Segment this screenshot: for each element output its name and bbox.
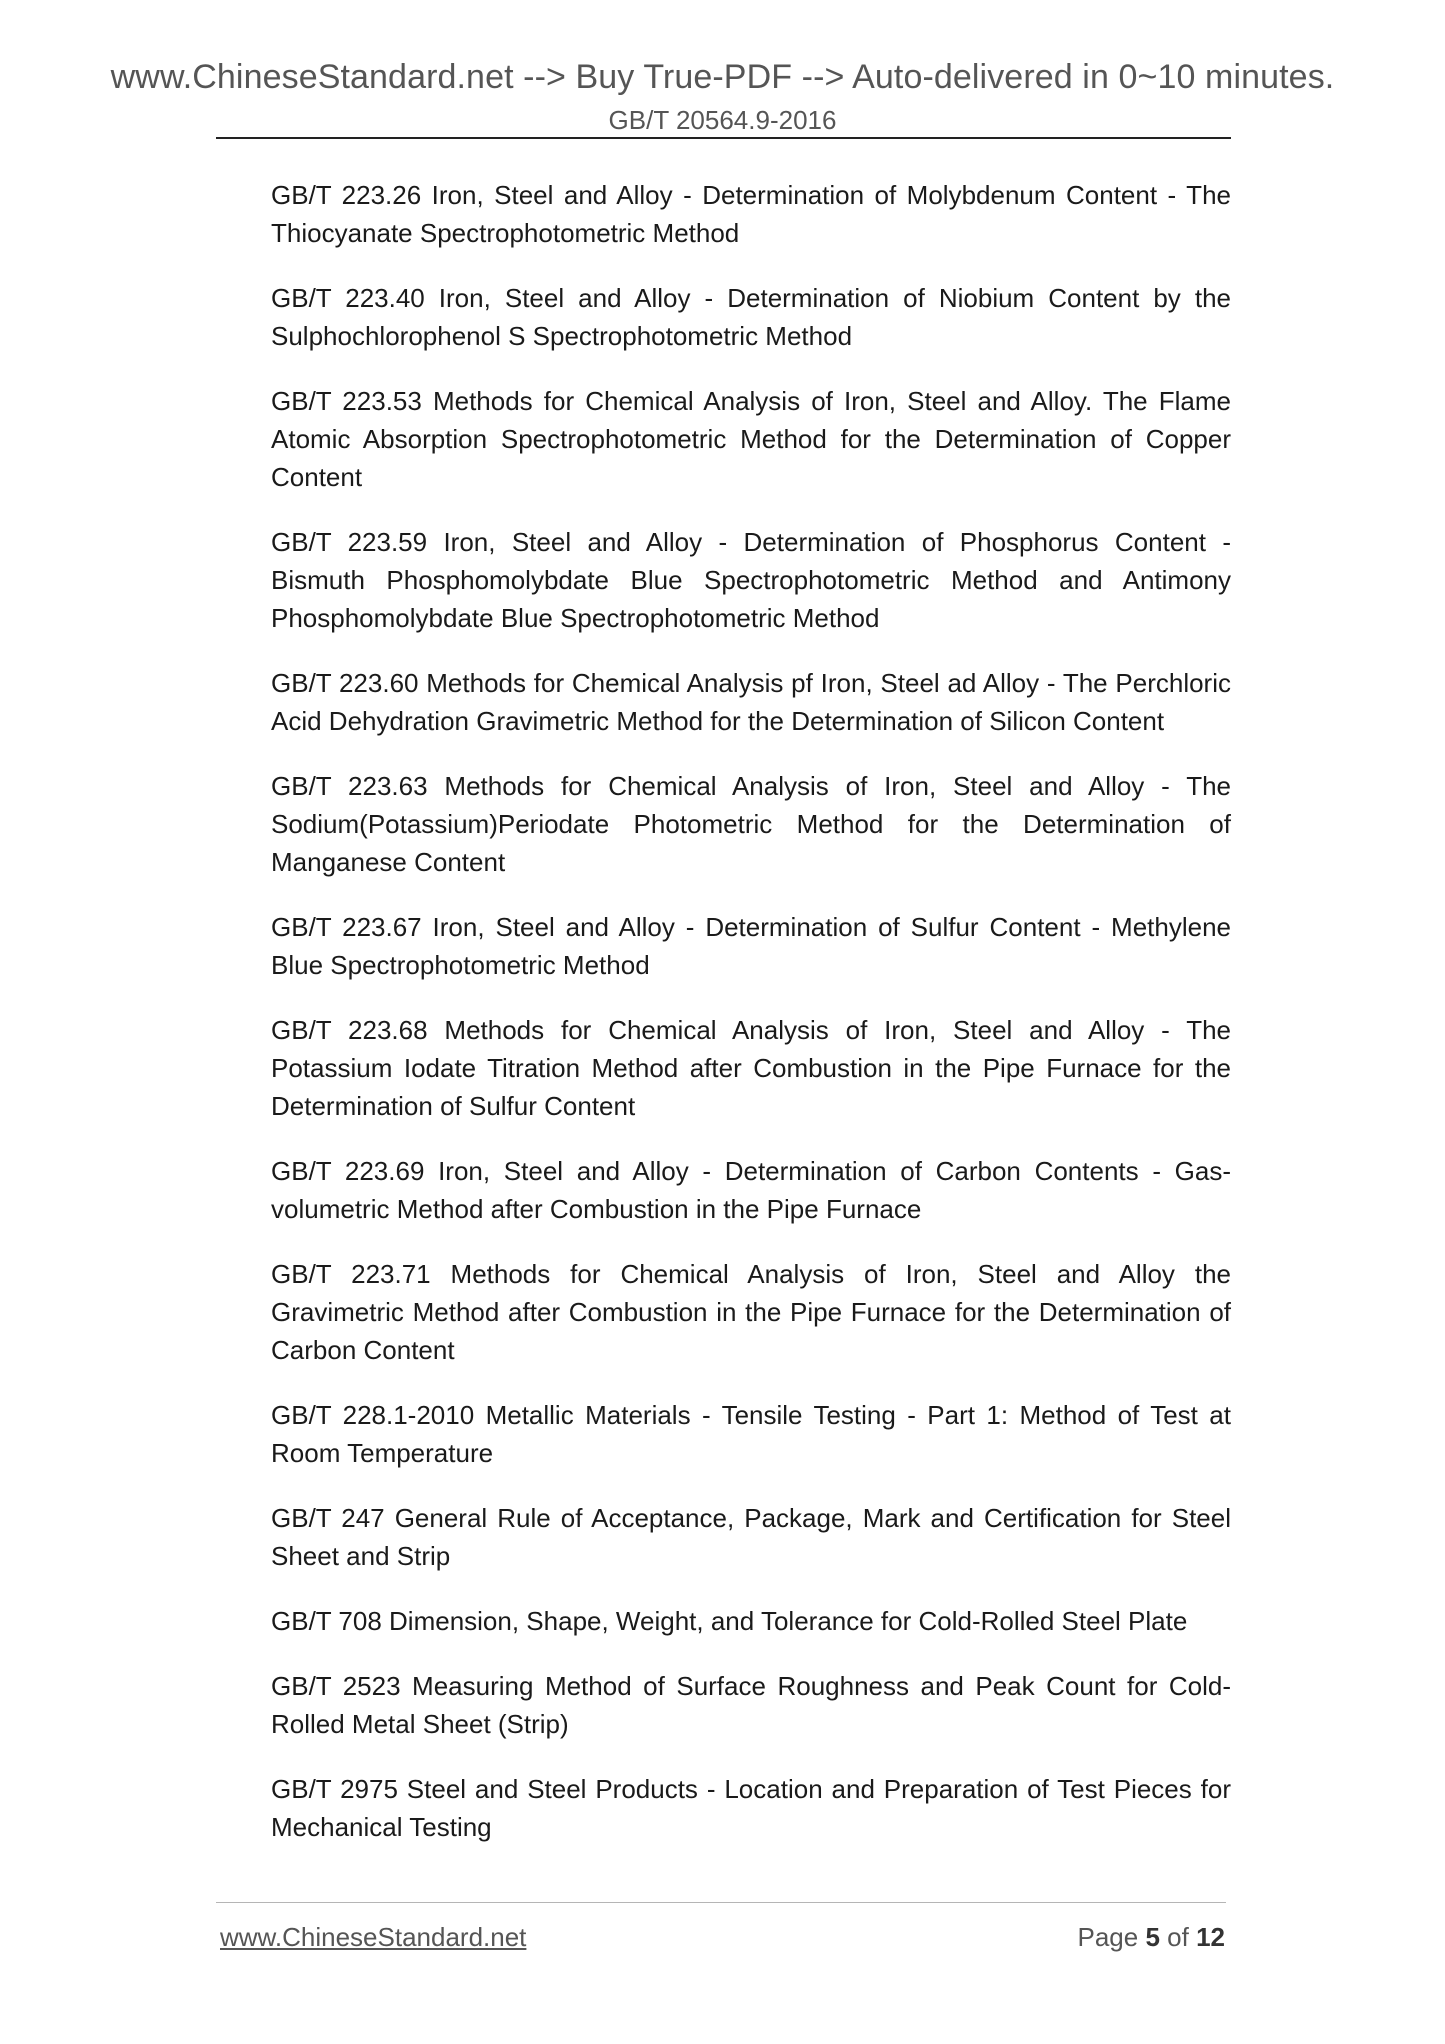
- reference-item: GB/T 223.69 Iron, Steel and Alloy - Determination of Carbon Contents - Gas-volumetric Method after Combustion in the Pipe Furnace: [271, 1156, 1231, 1224]
- header-divider: [216, 137, 1231, 139]
- page-indicator: [1077, 1922, 1225, 1953]
- reference-item: GB/T 223.53 Methods for Chemical Analysis of Iron, Steel and Alloy. The Flame Atomic Absorption Spectrophotometric Method for the Determination of Copper Content: [271, 386, 1231, 492]
- reference-item: GB/T 223.59 Iron, Steel and Alloy - Determination of Phosphorus Content - Bismuth Phosphomolybdate Blue Spectrophotometric Method and Antimony Phosphomolybdate Blue Spectrophotometric Method: [271, 527, 1231, 633]
- reference-item: GB/T 223.63 Methods for Chemical Analysis of Iron, Steel and Alloy - The Sodium(Potassium)Periodate Photometric Method for the Determination of Manganese Content: [271, 771, 1231, 877]
- normative-references-list: [271, 176, 1231, 1873]
- reference-item: GB/T 223.68 Methods for Chemical Analysis of Iron, Steel and Alloy - The Potassium Iodate Titration Method after Combustion in the Pipe Furnace for the Determination of Sulfur Content: [271, 1015, 1231, 1121]
- page-total: 12: [1196, 1922, 1225, 1952]
- reference-item: GB/T 2523 Measuring Method of Surface Roughness and Peak Count for Cold-Rolled Metal Sheet (Strip): [271, 1671, 1231, 1739]
- page-prefix: Page: [1077, 1922, 1139, 1952]
- reference-item: GB/T 223.60 Methods for Chemical Analysis pf Iron, Steel ad Alloy - The Perchloric Acid Dehydration Gravimetric Method for the Determination of Silicon Content: [271, 668, 1231, 736]
- document-number: GB/T 20564.9-2016: [608, 105, 837, 135]
- reference-item: GB/T 2975 Steel and Steel Products - Location and Preparation of Test Pieces for Mechanical Testing: [271, 1774, 1231, 1842]
- page-of: of: [1167, 1922, 1189, 1952]
- reference-item: GB/T 247 General Rule of Acceptance, Package, Mark and Certification for Steel Sheet and Strip: [271, 1503, 1231, 1571]
- reference-item: GB/T 228.1-2010 Metallic Materials - Tensile Testing - Part 1: Method of Test at Room Temperature: [271, 1400, 1231, 1468]
- reference-item: GB/T 223.40 Iron, Steel and Alloy - Determination of Niobium Content by the Sulphochlorophenol S Spectrophotometric Method: [271, 283, 1231, 351]
- reference-item: GB/T 223.71 Methods for Chemical Analysis of Iron, Steel and Alloy the Gravimetric Method after Combustion in the Pipe Furnace for the Determination of Carbon Content: [271, 1259, 1231, 1365]
- header-banner: www.ChineseStandard.net --> Buy True-PDF --> Auto-delivered in 0~10 minutes.: [110, 58, 1335, 96]
- footer-divider: [216, 1902, 1226, 1903]
- page-current: 5: [1145, 1922, 1160, 1952]
- reference-item: GB/T 223.26 Iron, Steel and Alloy - Determination of Molybdenum Content - The Thiocyanate Spectrophotometric Method: [271, 180, 1231, 248]
- footer-site-link[interactable]: www.ChineseStandard.net: [220, 1922, 527, 1952]
- reference-item: GB/T 708 Dimension, Shape, Weight, and Tolerance for Cold-Rolled Steel Plate: [271, 1606, 1188, 1636]
- reference-item: GB/T 223.67 Iron, Steel and Alloy - Determination of Sulfur Content - Methylene Blue Spectrophotometric Method: [271, 912, 1231, 980]
